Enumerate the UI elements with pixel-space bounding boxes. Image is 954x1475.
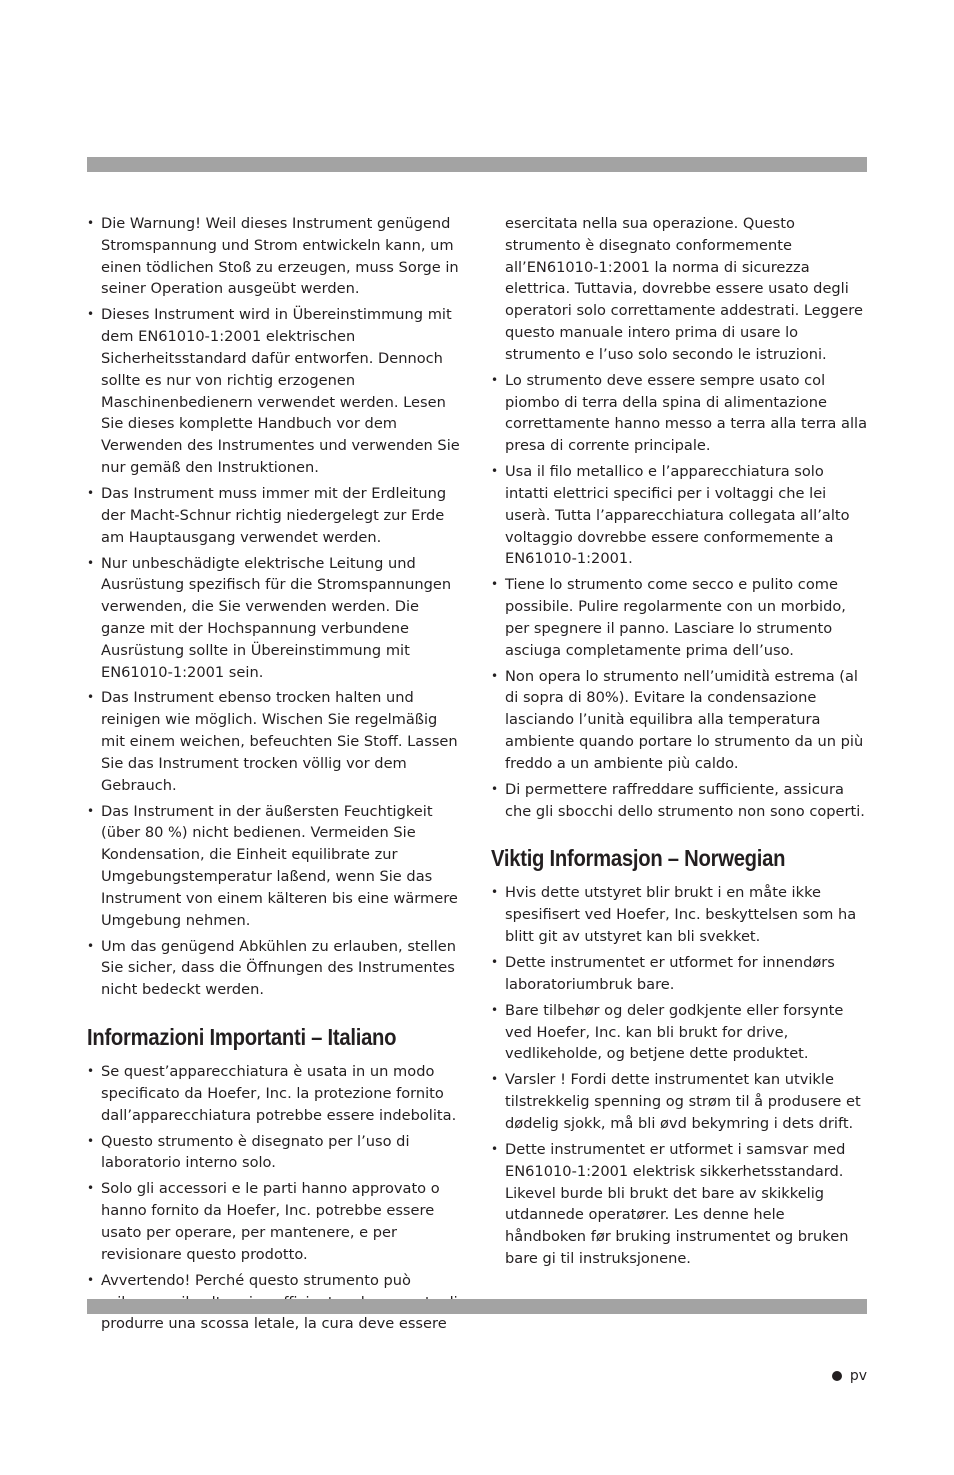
list-item: • Non opera lo strumento nell’umidità estrema (al di sopra di 80%). Evitare la condensazione lasciando l’unità equilibra alla temperatura ambiente quando portare lo strumento da un più freddo a un ambiente più caldo. [491,666,869,775]
list-item: • Dieses Instrument wird in Übereinstimmung mit dem EN61010-1:2001 elektrischen Sicherheitsstandard dafür entworfen. Dennoch sollte es nur von richtig erzogenen Maschinenbedienern verwendet werden. Lesen Sie dieses komplette Handbuch vor dem Verwenden des Instrumentes und verwenden Sie nur gemäß den Instruktionen. [87,304,465,478]
list-item: • Die Warnung! Weil dieses Instrument genügend Stromspannung und Strom entwickeln kann, um einen tödlichen Stoß zu erzeugen, muss Sorge in seiner Operation ausgeübt werden. [87,213,465,300]
list-item: • Dette instrumentet er utformet for innendørs laboratoriumbruk bare. [491,952,869,996]
list-item: • Das Instrument ebenso trocken halten und reinigen wie möglich. Wischen Sie regelmäßig mit einem weichen, befeuchten Sie Stoff. Lassen Sie das Instrument trocken völlig vor dem Gebrauch. [87,687,465,796]
page-footer [832,1368,867,1384]
page-number: pv [849,1368,867,1384]
list-item: • Solo gli accessori e le parti hanno approvato o hanno fornito da Hoefer, Inc. potrebbe essere usato per operare, per mantenere, e per revisionare questo prodotto. [87,1178,465,1265]
list-item: • Varsler ! Fordi dette instrumentet kan utvikle tilstrekkelig spenning og strøm til å produsere et dødelig sjokk, må bli øvd bekymring i dets drift. [491,1069,869,1134]
list-item: • Bare tilbehør og deler godkjente eller forsynte ved Hoefer, Inc. kan bli brukt for drive, vedlikeholde, og betjene dette produktet. [491,1000,869,1065]
italian-safety-list-continued [491,213,869,822]
norwegian-safety-list [491,882,869,1269]
right-column [491,213,869,1274]
list-item: • Tiene lo strumento come secco e pulito come possibile. Pulire regolarmente con un morbido, per spegnere il panno. Lasciare lo strumento asciuga completamente prima dell’uso. [491,574,869,661]
german-safety-list [87,213,465,1001]
bottom-rule [87,1299,867,1314]
list-item: • Das Instrument in der äußersten Feuchtigkeit (über 80 %) nicht bedienen. Vermeiden Sie Kondensation, die Einheit equilibrate zur Umgebungstemperatur laßend, wenn Sie das Instrument von einem kälteren bis eine wärmere Umgebung nehmen. [87,801,465,932]
list-item: • Avvertendo! Perché questo strumento può produrre una scossa letale, la cura deve essere [87,1270,465,1335]
top-rule [87,157,867,172]
list-item: • Dette instrumentet er utformet i samsvar med EN61010-1:2001 elektrisk sikkerhetsstandard. Likevel burde bli brukt det bare av skikkelig utdannede operatører. Les denne hele håndboken før bruking instrumentet og bruken bare gi til instruksjonene. [491,1139,869,1270]
italian-safety-list [87,1061,465,1335]
italian-heading: Informazioni Importanti – Italiano [87,1024,397,1051]
list-item: • Di permettere raffreddare sufficiente, assicura che gli sbocchi dello strumento non sono coperti. [491,779,869,823]
norwegian-heading: Viktig Informasjon – Norwegian [491,845,786,872]
list-item: • Lo strumento deve essere sempre usato col piombo di terra della spina di alimentazione correttamente hanno messo a terra alla terra alla presa di corrente principale. [491,370,869,457]
list-item: • Nur unbeschädigte elektrische Leitung und Ausrüstung spezifisch für die Stromspannungen verwenden, die Sie verwenden werden. Die ganze mit der Hochspannung verbundene Ausrüstung sollte in Übereinstimmung mit EN61010-1:2001 sein. [87,553,465,684]
left-column [87,213,465,1339]
list-item: • Usa il filo metallico e l’apparecchiatura solo intatti elettrici specifici per i voltaggi che lei userà. Tutta l’apparecchiatura collegata all’alto voltaggio dovrebbe essere conformemente a EN61010-1:2001. [491,461,869,570]
list-item: • Se quest’apparecchiatura è usata in un modo specificato da Hoefer, Inc. la protezione fornito dall’apparecchiatura potrebbe essere indebolita. [87,1061,465,1126]
bullet-dot-icon [832,1371,842,1381]
list-item: • Um das genügend Abkühlen zu erlauben, stellen Sie sicher, dass die Öffnungen des Instrumentes nicht bedeckt werden. [87,936,465,1001]
list-item: • Questo strumento è disegnato per l’uso di laboratorio interno solo. [87,1131,465,1175]
list-item: • Hvis dette utstyret blir brukt i en måte ikke spesifisert ved Hoefer, Inc. beskyttelsen som ha blitt git av utstyret kan bli svekket. [491,882,869,947]
list-item: • Das Instrument muss immer mit der Erdleitung der Macht-Schnur richtig niedergelegt zur Erde am Hauptausgang verwendet werden. [87,483,465,548]
list-item-continuation: esercitata nella sua operazione. Questo strumento è disegnato conformemente all’EN61010-1:2001 la norma di sicurezza elettrica. Tuttavia, dovrebbe essere usato degli operatori solo correttamente addestrati. Leggere questo manuale intero prima di usare lo strumento e l’uso solo secondo le istruzioni. [505,215,863,363]
